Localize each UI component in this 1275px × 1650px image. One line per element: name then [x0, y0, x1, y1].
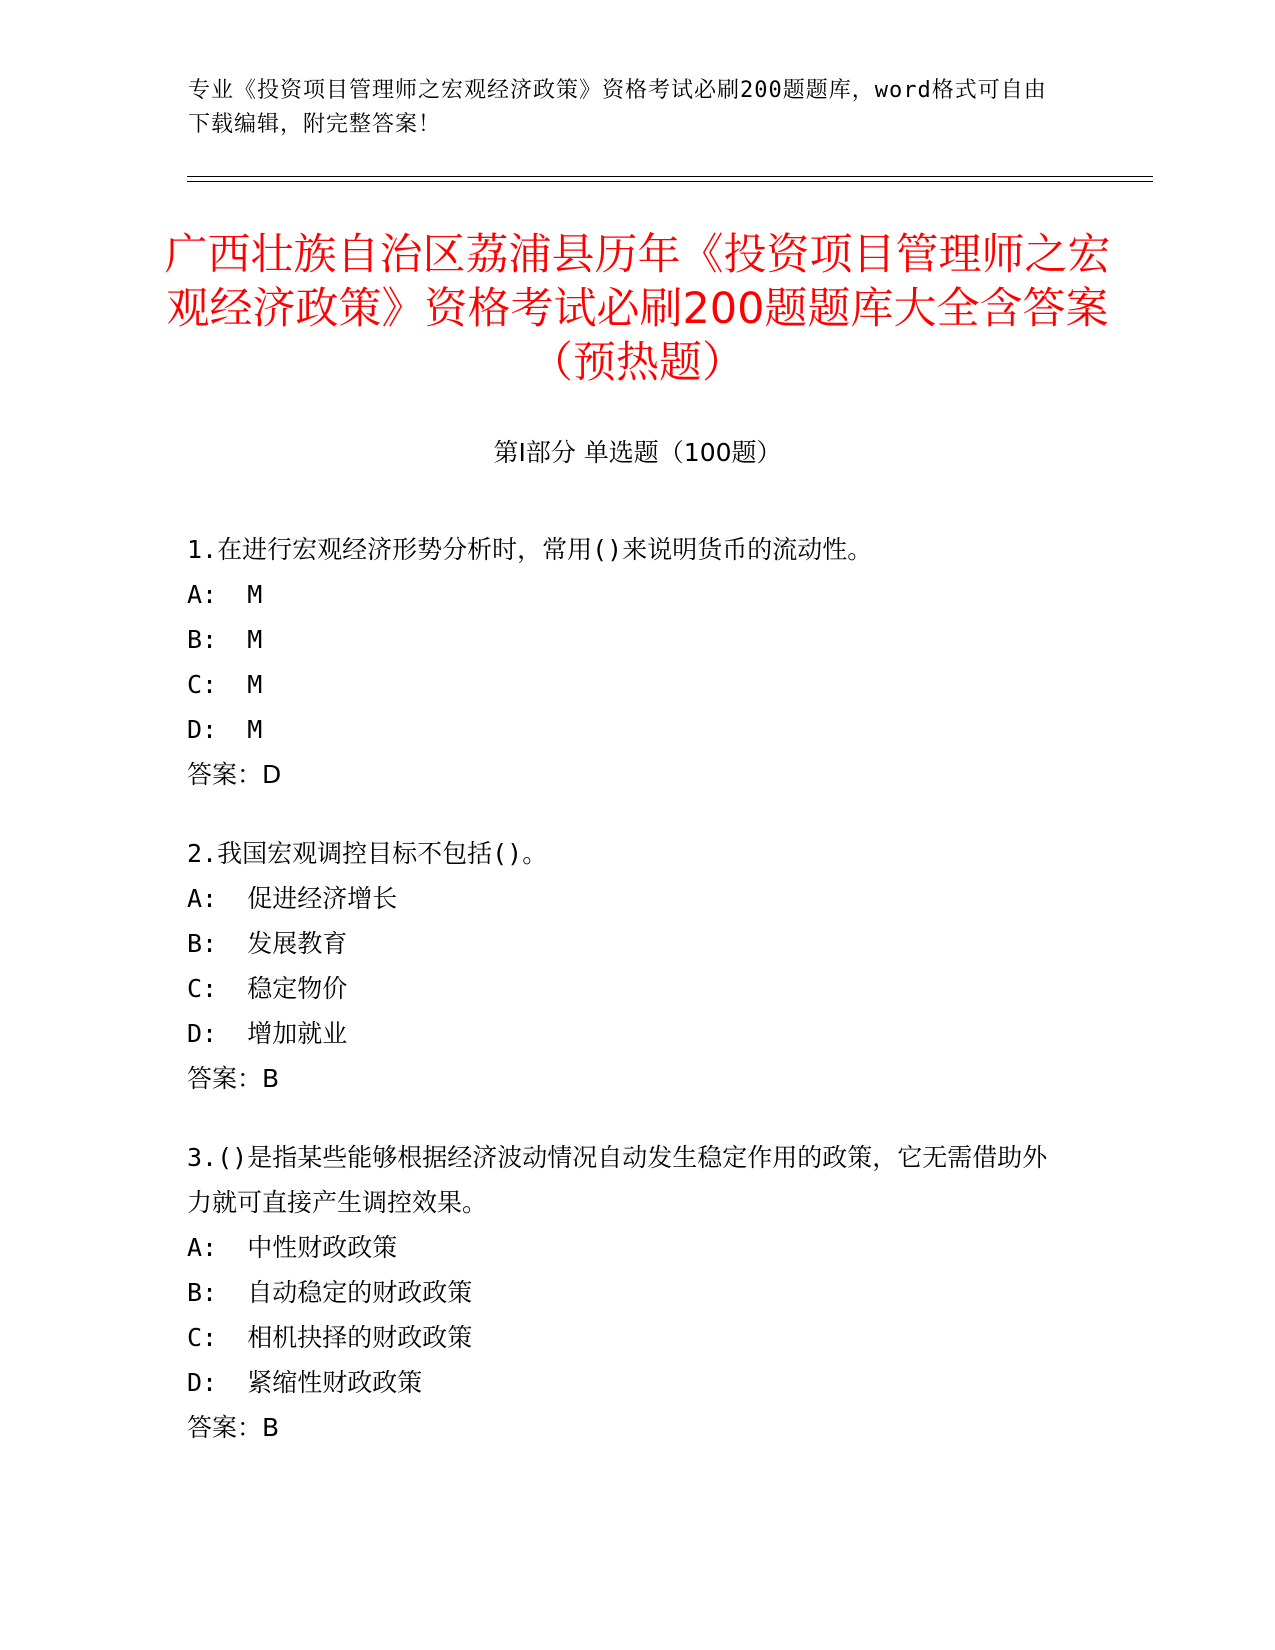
header-divider-top	[187, 176, 1153, 177]
option-a: A: 中性财政政策	[187, 1233, 398, 1262]
option-c: C: M	[187, 670, 263, 699]
section-title: 第Ⅰ部分 单选题（100题）	[493, 438, 782, 467]
option-c: C: 相机抉择的财政政策	[187, 1323, 473, 1352]
option-d: D: M	[187, 715, 263, 744]
option-b: B: M	[187, 625, 263, 654]
question-stem: 3.()是指某些能够根据经济波动情况自动发生稳定作用的政策，它无需借助外力就可直接产生调控效果。	[187, 1143, 1048, 1217]
option-a: A: M	[187, 580, 263, 609]
question-1	[187, 527, 1067, 797]
option-c: C: 稳定物价	[187, 974, 348, 1003]
option-b: B: 自动稳定的财政政策	[187, 1278, 473, 1307]
answer: 答案：B	[187, 1064, 280, 1093]
document-title: 广西壮族自治区荔浦县历年《投资项目管理师之宏观经济政策》资格考试必刷200题题库大全含答案（预热题）	[164, 230, 1111, 388]
option-b: B: 发展教育	[187, 929, 348, 958]
question-stem: 1.在进行宏观经济形势分析时，常用()来说明货币的流动性。	[187, 535, 873, 564]
option-d: D: 增加就业	[187, 1019, 348, 1048]
question-2	[187, 831, 1067, 1101]
question-stem: 2.我国宏观调控目标不包括()。	[187, 839, 548, 868]
question-3	[187, 1135, 1067, 1450]
question-list	[187, 527, 1067, 1484]
header-note: 专业《投资项目管理师之宏观经济政策》资格考试必刷200题题库，word格式可自由下载编辑，附完整答案！	[188, 78, 1047, 137]
option-a: A: 促进经济增长	[187, 884, 398, 913]
option-d: D: 紧缩性财政政策	[187, 1368, 423, 1397]
answer: 答案：D	[187, 760, 282, 789]
answer: 答案：B	[187, 1413, 280, 1442]
header-divider-bottom	[187, 181, 1153, 182]
